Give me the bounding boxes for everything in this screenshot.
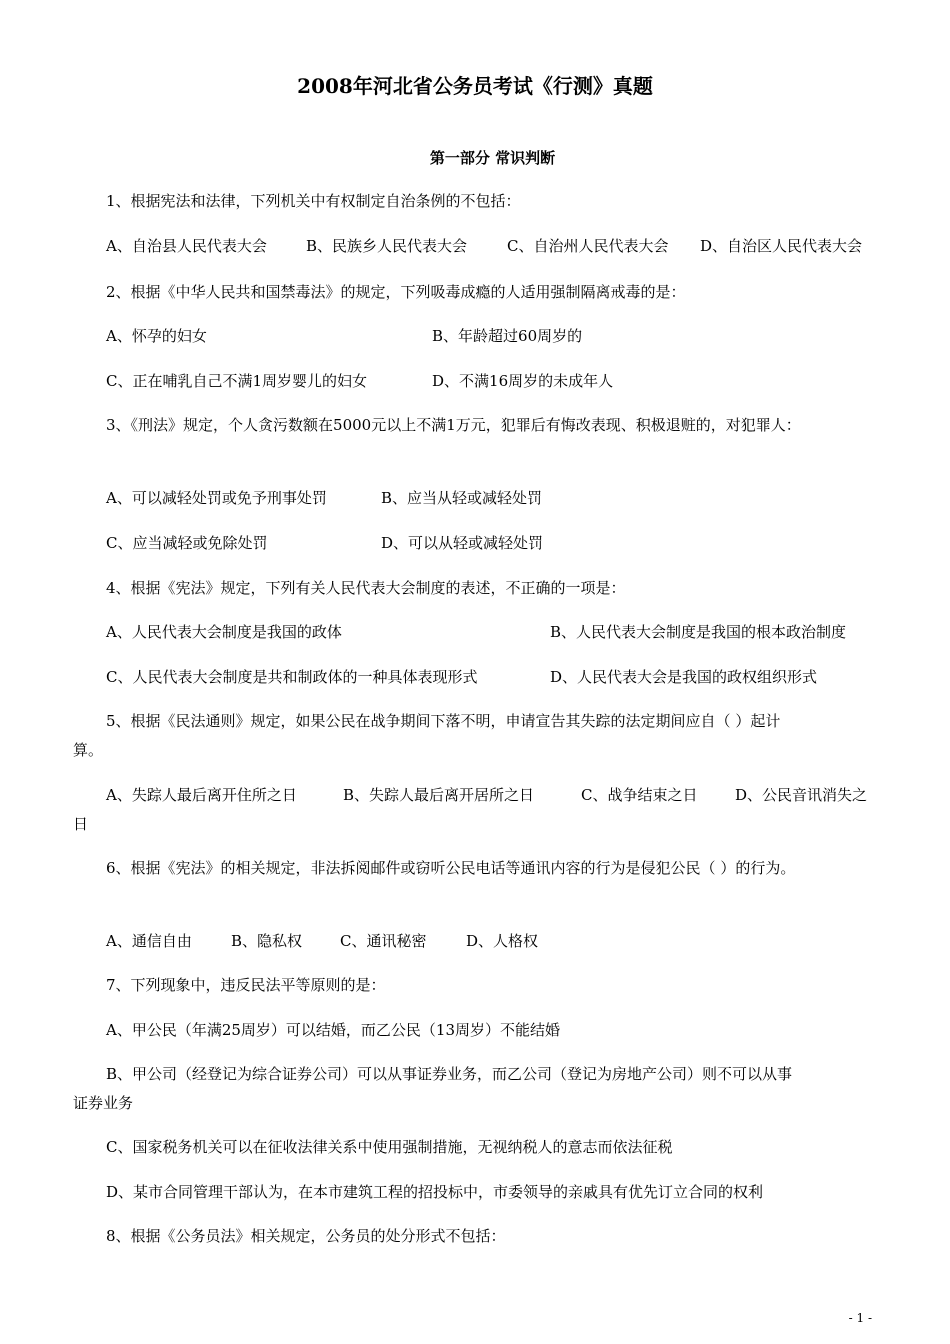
- section-title: 第一部分 常识判断: [429, 149, 556, 167]
- question-2-option-d: D、不满16周岁的未成年人: [432, 372, 614, 390]
- question-6-option-b: B、隐私权: [231, 932, 303, 950]
- question-5-option-b: B、失踪人最后离开居所之日: [343, 786, 535, 804]
- question-7-option-b-line1: B、甲公司（经登记为综合证券公司）可以从事证券业务，而乙公司（登记为房地产公司）则不可以从事: [106, 1065, 793, 1083]
- question-3-option-b: B、应当从轻或减轻处罚: [381, 489, 543, 507]
- question-6-stem: 6、根据《宪法》的相关规定，非法拆阅邮件或窃听公民电话等通讯内容的行为是侵犯公民（ ）的行为。: [106, 859, 796, 877]
- question-5-option-c: C、战争结束之日: [581, 786, 698, 804]
- question-4-option-a: A、人民代表大会制度是我国的政体: [106, 623, 342, 641]
- question-5-stem-line1: 5、根据《民法通则》规定，如果公民在战争期间下落不明，申请宣告其失踪的法定期间应自（ ）起计: [106, 712, 781, 730]
- question-8-stem: 8、根据《公务员法》相关规定，公务员的处分形式不包括：: [106, 1227, 506, 1245]
- question-1-option-a: A、自治县人民代表大会: [106, 237, 267, 255]
- question-5-option-d: D、公民音讯消失之: [735, 786, 868, 804]
- question-5-option-d-continuation: 日: [73, 815, 89, 833]
- question-6-option-a: A、通信自由: [106, 932, 192, 950]
- question-1-option-d: D、自治区人民代表大会: [700, 237, 863, 255]
- question-7-option-d: D、某市合同管理干部认为，在本市建筑工程的招投标中，市委领导的亲戚具有优先订立合同的权利: [106, 1183, 764, 1201]
- page-number: - 1 -: [848, 1311, 872, 1325]
- question-6-option-d: D、人格权: [466, 932, 539, 950]
- question-2-option-a: A、怀孕的妇女: [106, 327, 207, 345]
- question-2-stem: 2、根据《中华人民共和国禁毒法》的规定，下列吸毒成瘾的人适用强制隔离戒毒的是：: [106, 283, 686, 301]
- question-1-stem: 1、根据宪法和法律，下列机关中有权制定自治条例的不包括：: [106, 192, 521, 210]
- question-1-option-b: B、民族乡人民代表大会: [306, 237, 468, 255]
- question-3-option-a: A、可以减轻处罚或免予刑事处罚: [106, 489, 327, 507]
- question-5-option-a: A、失踪人最后离开住所之日: [106, 786, 297, 804]
- question-2-option-b: B、年龄超过60周岁的: [432, 327, 583, 345]
- question-4-option-c: C、人民代表大会制度是共和制政体的一种具体表现形式: [106, 668, 478, 686]
- question-1-option-c: C、自治州人民代表大会: [507, 237, 669, 255]
- question-4-option-b: B、人民代表大会制度是我国的根本政治制度: [550, 623, 847, 641]
- document-title: 2008年河北省公务员考试《行测》真题: [297, 74, 653, 98]
- question-5-stem-line2: 算。: [73, 741, 104, 759]
- question-3-option-d: D、可以从轻或减轻处罚: [381, 534, 544, 552]
- question-4-stem: 4、根据《宪法》规定，下列有关人民代表大会制度的表述，不正确的一项是：: [106, 579, 626, 597]
- question-7-option-b-line2: 证券业务: [73, 1094, 134, 1112]
- question-7-option-c: C、国家税务机关可以在征收法律关系中使用强制措施，无视纳税人的意志而依法征税: [106, 1138, 673, 1156]
- question-4-option-d: D、人民代表大会是我国的政权组织形式: [550, 668, 818, 686]
- question-6-option-c: C、通讯秘密: [340, 932, 427, 950]
- question-2-option-c: C、正在哺乳自己不满1周岁婴儿的妇女: [106, 372, 368, 390]
- question-7-option-a: A、甲公民（年满25周岁）可以结婚，而乙公民（13周岁）不能结婚: [106, 1021, 561, 1039]
- question-3-option-c: C、应当减轻或免除处罚: [106, 534, 268, 552]
- question-3-stem: 3、《刑法》规定，个人贪污数额在5000元以上不满1万元，犯罪后有悔改表现、积极退赃的，对犯罪人：: [106, 416, 801, 434]
- question-7-stem: 7、下列现象中，违反民法平等原则的是：: [106, 976, 386, 994]
